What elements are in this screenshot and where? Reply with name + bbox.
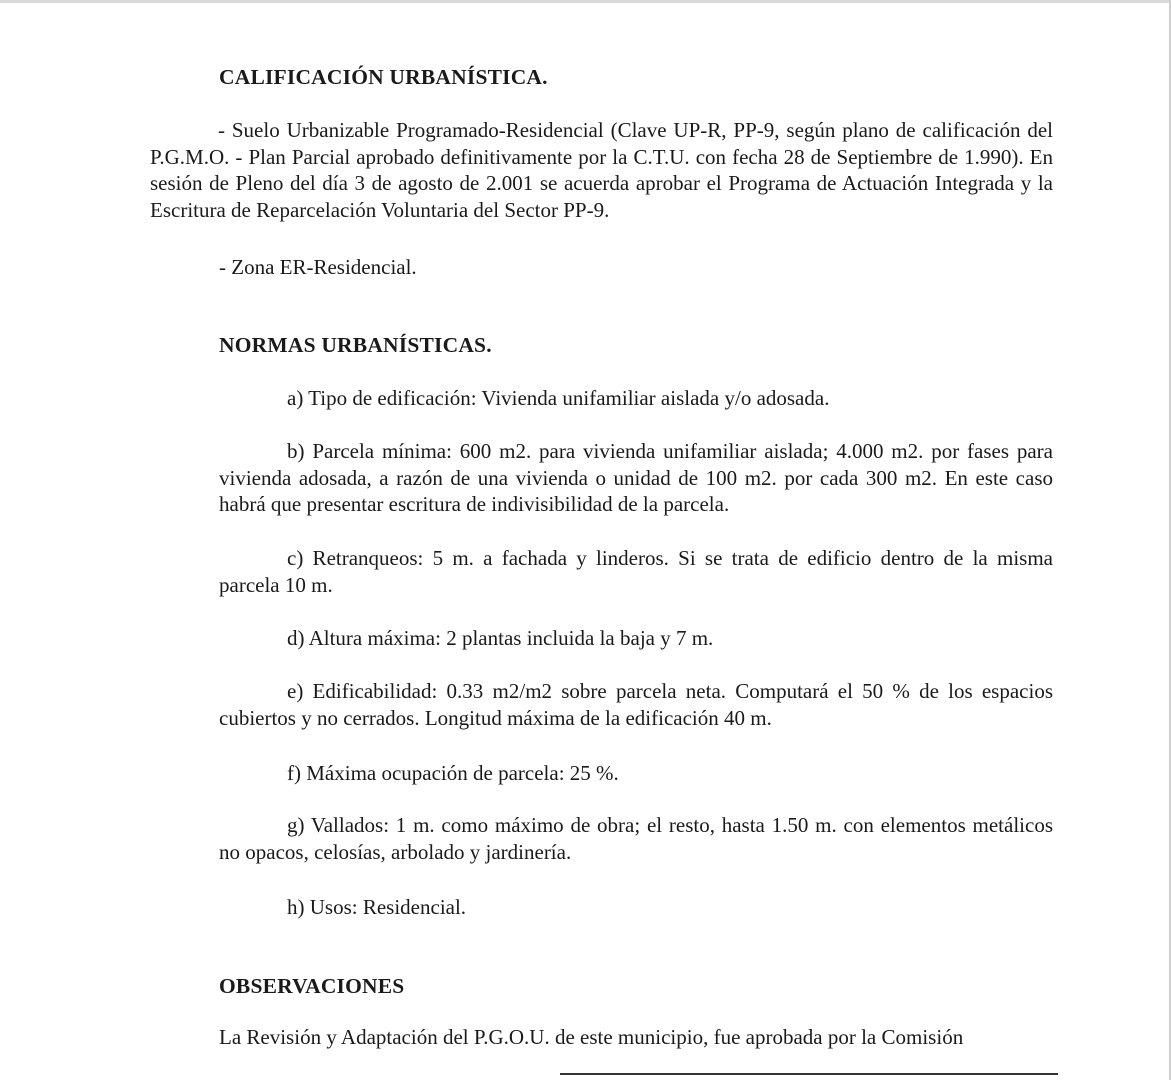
heading-observaciones: OBSERVACIONES <box>219 974 405 998</box>
norma-item-a: a) Tipo de edificación: Vivienda unifamiliar aislada y/o adosada. <box>287 386 830 410</box>
norma-item-e: e) Edificabilidad: 0.33 m2/m2 sobre parcela neta. Computará el 50 % de los espacios cubiertos y no cerrados. Longitud máxima de la edificación 40 m. <box>219 679 1053 730</box>
page-top-edge <box>0 0 1171 3</box>
footer-rule <box>560 1073 1058 1075</box>
heading-normas: NORMAS URBANÍSTICAS. <box>219 333 492 357</box>
paragraph-observaciones: La Revisión y Adaptación del P.G.O.U. de este municipio, fue aprobada por la Comisión <box>219 1025 964 1049</box>
norma-item-h: h) Usos: Residencial. <box>287 895 467 919</box>
norma-item-b: b) Parcela mínima: 600 m2. para vivienda unifamiliar aislada; 4.000 m2. por fases para vivienda adosada, a razón de una vivienda o unidad de 100 m2. por cada 300 m2. En este caso habrá que presentar escritura de indivisibilidad de la parcela. <box>219 439 1053 516</box>
heading-calificacion: CALIFICACIÓN URBANÍSTICA. <box>219 65 548 89</box>
norma-item-c: c) Retranqueos: 5 m. a fachada y linderos. Si se trata de edificio dentro de la misma parcela 10 m. <box>219 546 1053 597</box>
norma-item-g: g) Vallados: 1 m. como máximo de obra; el resto, hasta 1.50 m. con elementos metálicos no opacos, celosías, arbolado y jardinería. <box>219 813 1053 864</box>
paragraph-zona: - Zona ER-Residencial. <box>219 255 417 279</box>
paragraph-suelo-urbanizable: - Suelo Urbanizable Programado-Residencial (Clave UP-R, PP-9, según plano de calificación del P.G.M.O. - Plan Parcial aprobado definitivamente por la C.T.U. con fecha 28 de Septiembre de 1.990). En sesión de Pleno del día 3 de agosto de 2.001 se acuerda aprobar el Programa de Actuación Integrada y la Escritura de Reparcelación Voluntaria del Sector PP-9. <box>150 118 1053 222</box>
norma-item-f: f) Máxima ocupación de parcela: 25 %. <box>287 761 619 785</box>
norma-item-d: d) Altura máxima: 2 plantas incluida la baja y 7 m. <box>287 626 714 650</box>
